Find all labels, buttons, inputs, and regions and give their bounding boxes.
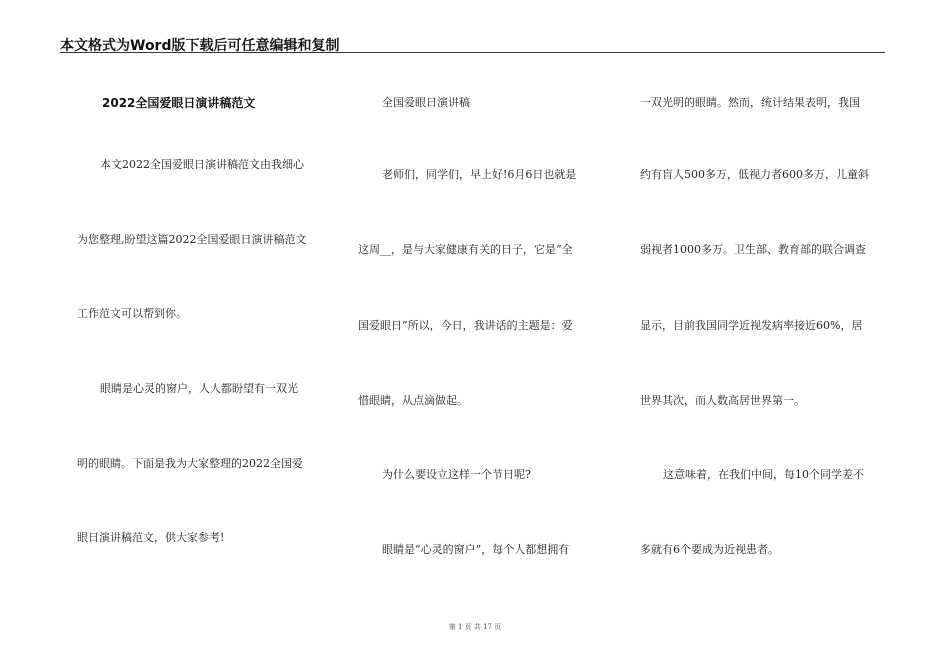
paragraph-line: 这意味着，在我们中间，每10个同学差不	[663, 468, 864, 481]
paragraph-line: 惜眼睛，从点滴做起。	[358, 394, 468, 407]
paragraph-line: 显示，目前我国同学近视发病率接近60%，居	[640, 319, 863, 332]
paragraph-line: 眼睛是心灵的窗户，人人都盼望有一双光	[100, 382, 298, 395]
paragraph-line: 一双光明的眼睛。然而，统计结果表明，我国	[640, 96, 860, 109]
paragraph-line: 世界其次，而人数高居世界第一。	[640, 394, 805, 407]
document-title: 2022全国爱眼日演讲稿范文	[102, 96, 256, 110]
paragraph-line: 弱视者1000多万。卫生部、教育部的联合调查	[640, 243, 866, 256]
paragraph-line: 工作范文可以帮到你。	[77, 307, 187, 320]
paragraph-line: 本文2022全国爱眼日演讲稿范文由我细心	[100, 158, 304, 171]
paragraph-line: 国爱眼日”所以，今日，我讲话的主题是：爱	[358, 319, 573, 332]
paragraph-line: 这周__，是与大家健康有关的日子，它是“全	[358, 243, 573, 256]
paragraph-line: 全国爱眼日演讲稿	[382, 96, 470, 109]
paragraph-line: 多就有6个要成为近视患者。	[640, 543, 779, 556]
paragraph-line: 为您整理,盼望这篇2022全国爱眼日演讲稿范文	[77, 233, 307, 246]
paragraph-line: 眼睛是“心灵的窗户”，每个人都想拥有	[382, 543, 570, 556]
paragraph-line: 眼日演讲稿范文，供大家参考!	[77, 531, 225, 544]
paragraph-line: 为什么要设立这样一个节日呢?	[382, 468, 531, 481]
page-number-footer: 第 1 页 共 17 页	[448, 623, 502, 631]
paragraph-line: 老师们，同学们，早上好!6月6日也就是	[382, 168, 577, 181]
paragraph-line: 约有盲人500多万，低视力者600多万，儿童斜	[640, 168, 869, 181]
paragraph-line: 明的眼睛。下面是我为大家整理的2022全国爱	[77, 457, 303, 470]
page-header: 本文格式为Word版下载后可任意编辑和复制	[60, 38, 340, 54]
header-divider	[60, 52, 885, 53]
